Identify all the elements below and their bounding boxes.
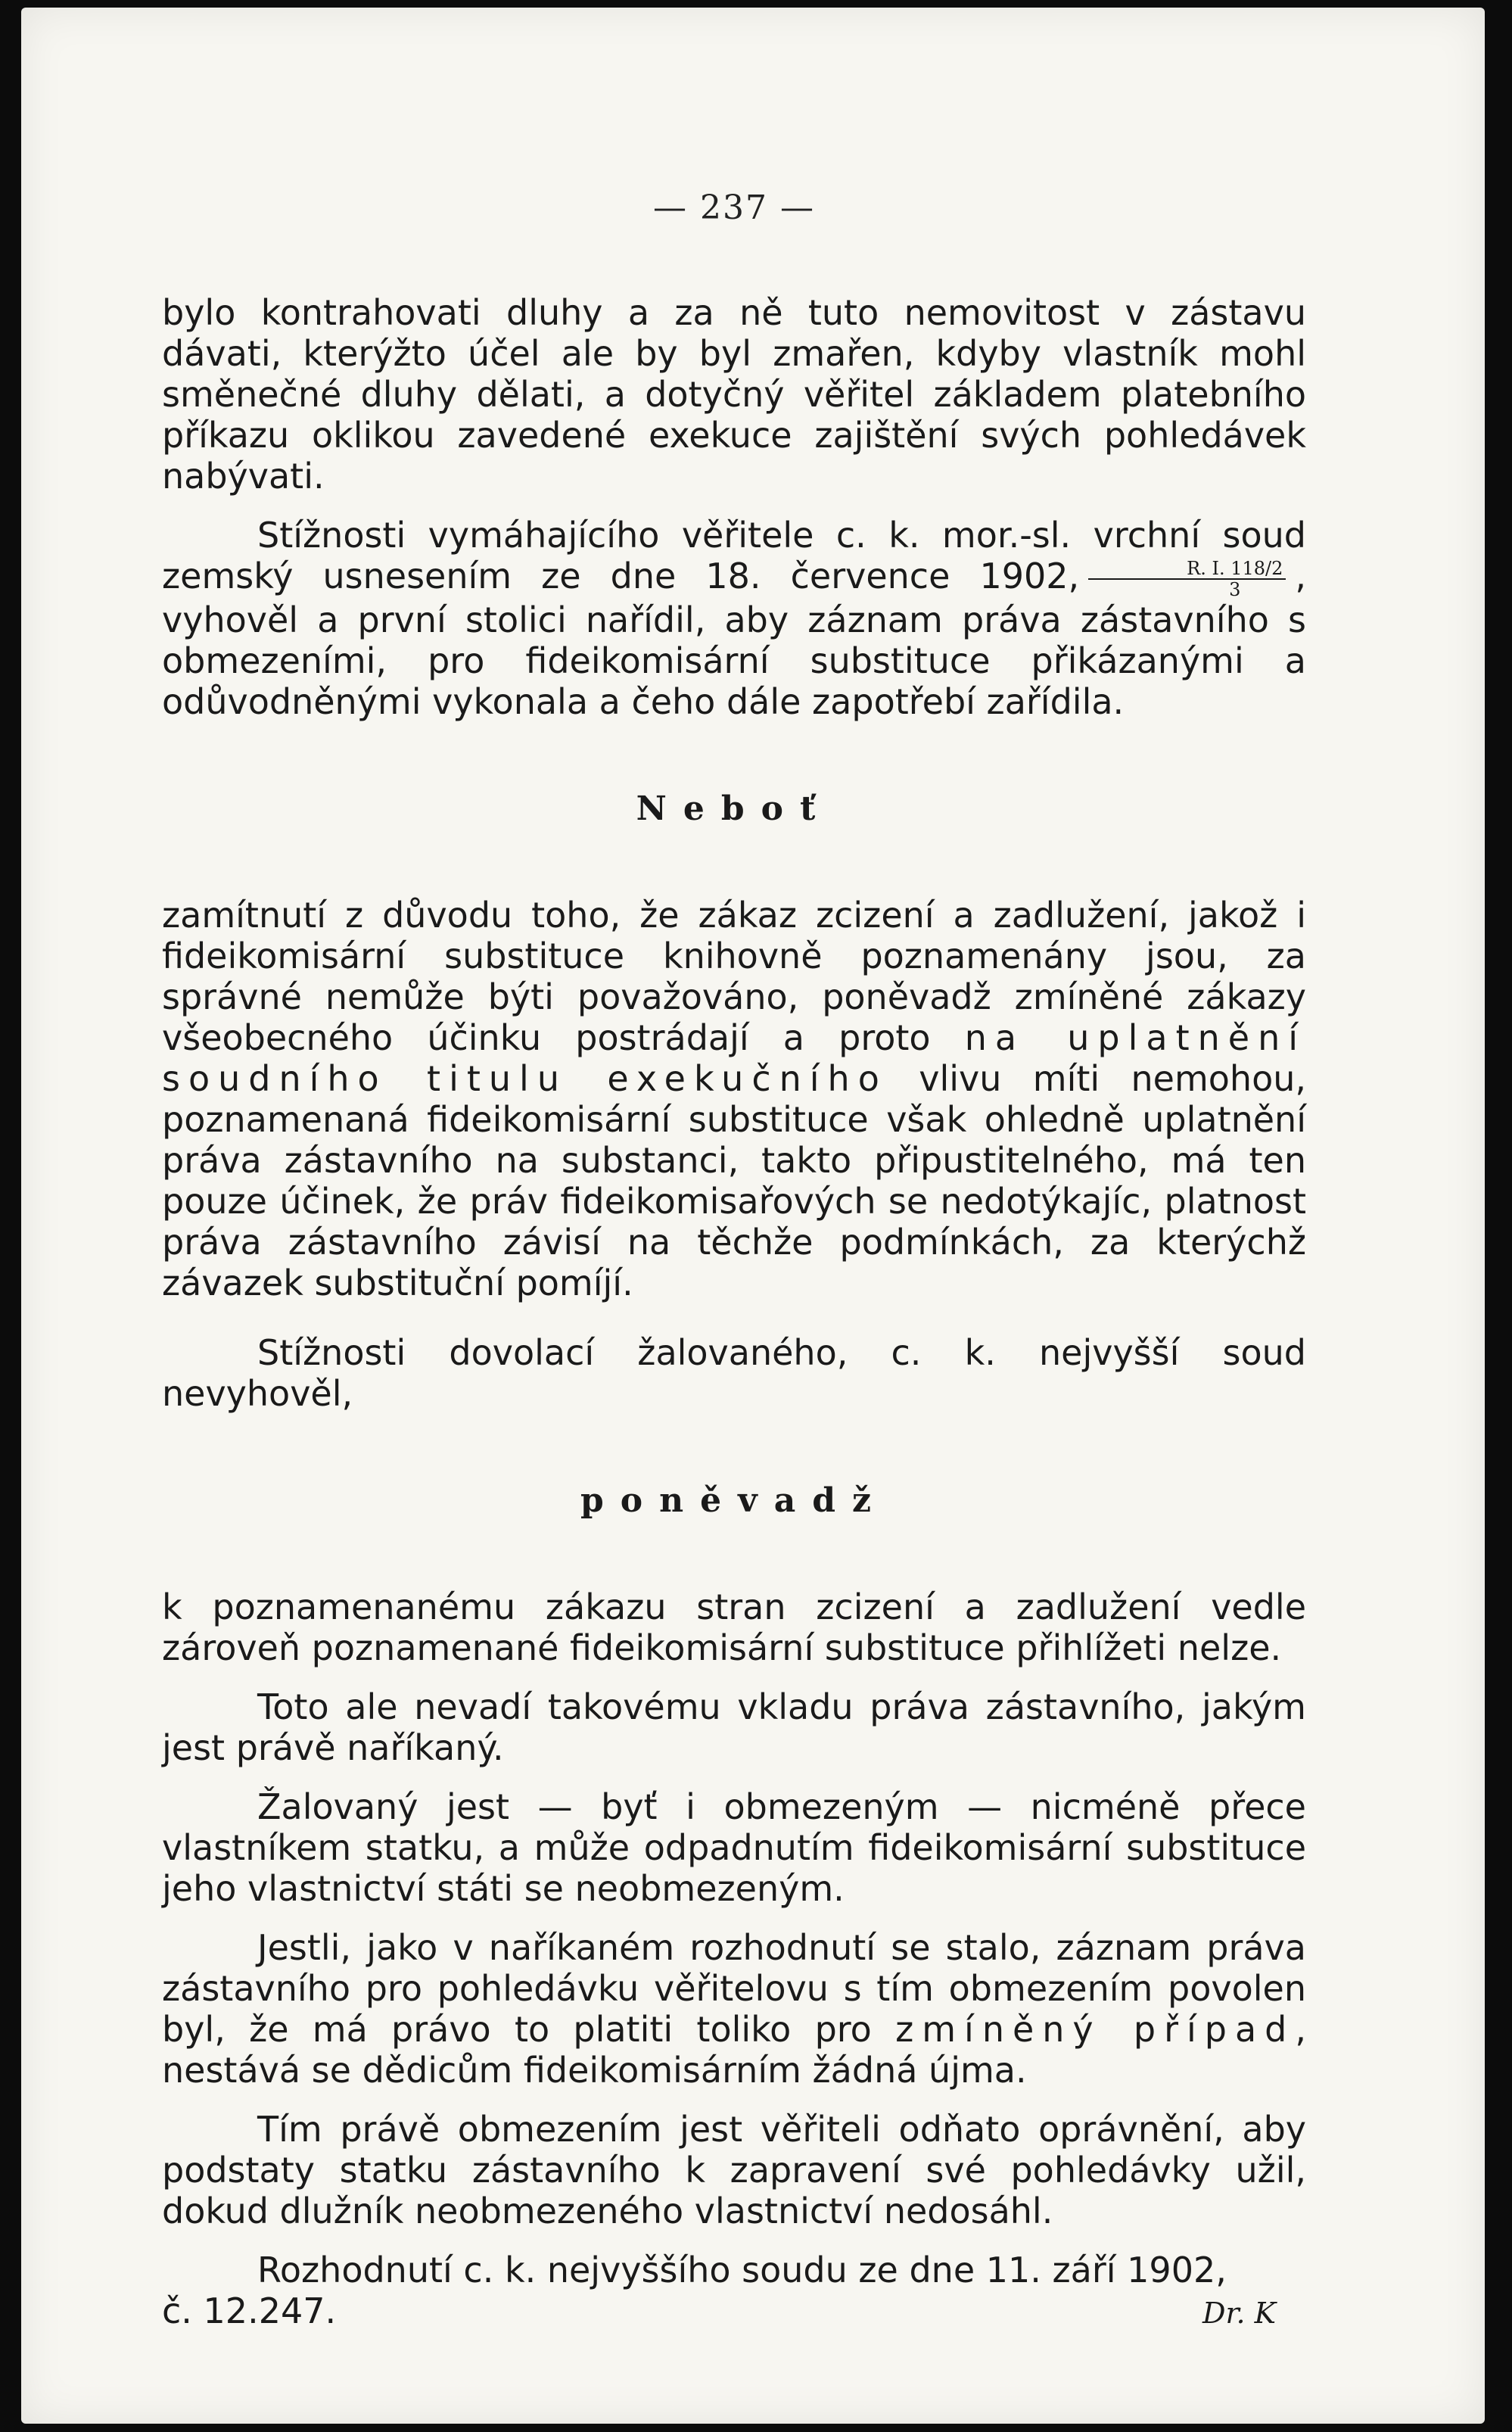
section-heading-ponevadz: poněvadž xyxy=(580,1481,888,1520)
paragraph-8-emphasis: zmíněný případ xyxy=(895,2008,1296,2050)
paragraph-5: k poznamenanému zákazu stran zcizení a zadlužení vedle zároveň poznamenané fideikomisární substituce přihlížeti nelze. xyxy=(162,1586,1306,1668)
paragraph-3 xyxy=(162,895,1306,1303)
paragraph-7: Žalovaný jest — byť i obmezeným — nicméně přece vlastníkem statku, a může odpadnutím fideikomisární substituce jeho vlastnictví státi se neobmezeným. xyxy=(162,1786,1306,1909)
page-number: — 237 — xyxy=(653,188,815,227)
paragraph-2 xyxy=(162,515,1306,722)
case-number: č. 12.247. xyxy=(162,2290,337,2331)
paragraph-3-emphasis: na uplatnění soudního titulu exekučního xyxy=(162,1017,1306,1099)
closing-line xyxy=(162,2290,1306,2334)
paragraph-9: Tím právě obmezením jest věřiteli odňato oprávnění, aby podstaty statku zástavního k zapravení své pohledávky užil, dokud dlužník neobmezeného vlastnictví nedosáhl. xyxy=(162,2108,1306,2231)
page-content xyxy=(162,188,1306,2334)
paragraph-4: Stížnosti dovolací žalovaného, c. k. nejvyšší soud nevyhověl, xyxy=(162,1331,1306,1414)
paragraph-8-text-a: Jestli, jako v naříkaném rozhodnutí se stalo, záznam práva zástavního pro pohledávku věřitelovu s tím obmezením povolen byl, že má právo to platiti toliko pro xyxy=(162,1926,1306,2050)
paragraph-8 xyxy=(162,1927,1306,2091)
paragraph-2-text-b: , vyhověl a první stolici nařídil, aby záznam práva zástavního s obmezeními, pro fideikomisární substituce přikázanými a odůvodněnými vykonala a čeho dále zapotřebí zařídila. xyxy=(162,556,1306,722)
paragraph-2-text-a: Stížnosti vymáhajícího věřitele c. k. mor.-sl. vrchní soud zemský usnesením ze dne 18. července 1902, xyxy=(162,515,1306,596)
author-signature: Dr. K xyxy=(1202,2296,1276,2330)
paragraph-3-text-a: zamítnutí z důvodu toho, že zákaz zcizení a zadlužení, jakož i fideikomisární substituce knihovně poznamenány jsou, za správné nemůže býti považováno, poněvadž zmíněné zákazy všeobecného účinku postrádají a proto xyxy=(162,894,1306,1058)
court-reference-fraction xyxy=(1088,559,1286,599)
paragraph-1: bylo kontrahovati dluhy a za ně tuto nemovitost v zástavu dávati, kterýžto účel ale by byl zmařen, kdyby vlastník mohl směnečné dluhy dělati, a dotyčný věřitel základem platebního příkazu oklikou zavedené exekuce zajištění svých pohledávek nabývati. xyxy=(162,292,1306,497)
scanned-page xyxy=(21,8,1485,2424)
paragraph-10: Rozhodnutí c. k. nejvyššího soudu ze dne 11. září 1902, xyxy=(257,2249,1227,2290)
section-heading-nebot: Neboť xyxy=(636,789,832,828)
paragraph-8-text-b: , nestává se dědicům fideikomisárním žádná újma. xyxy=(162,2008,1307,2091)
court-reference-numerator: R. I. 118/2 xyxy=(1088,559,1286,580)
paragraph-3-text-b: vlivu míti nemohou, poznamenaná fideikomisární substituce však ohledně uplatnění práva zástavního na substanci, takto připustitelného, má ten pouze účinek, že práv fideikomisařových se nedotýkajíc, platnost práva zástavního závisí na těchže podmínkách, za kterýchž závazek substituční pomíjí. xyxy=(162,1057,1307,1303)
paragraph-6: Toto ale nevadí takovému vkladu práva zástavního, jakým jest právě naříkaný. xyxy=(162,1686,1306,1768)
court-reference-denominator: 3 xyxy=(1229,578,1241,600)
